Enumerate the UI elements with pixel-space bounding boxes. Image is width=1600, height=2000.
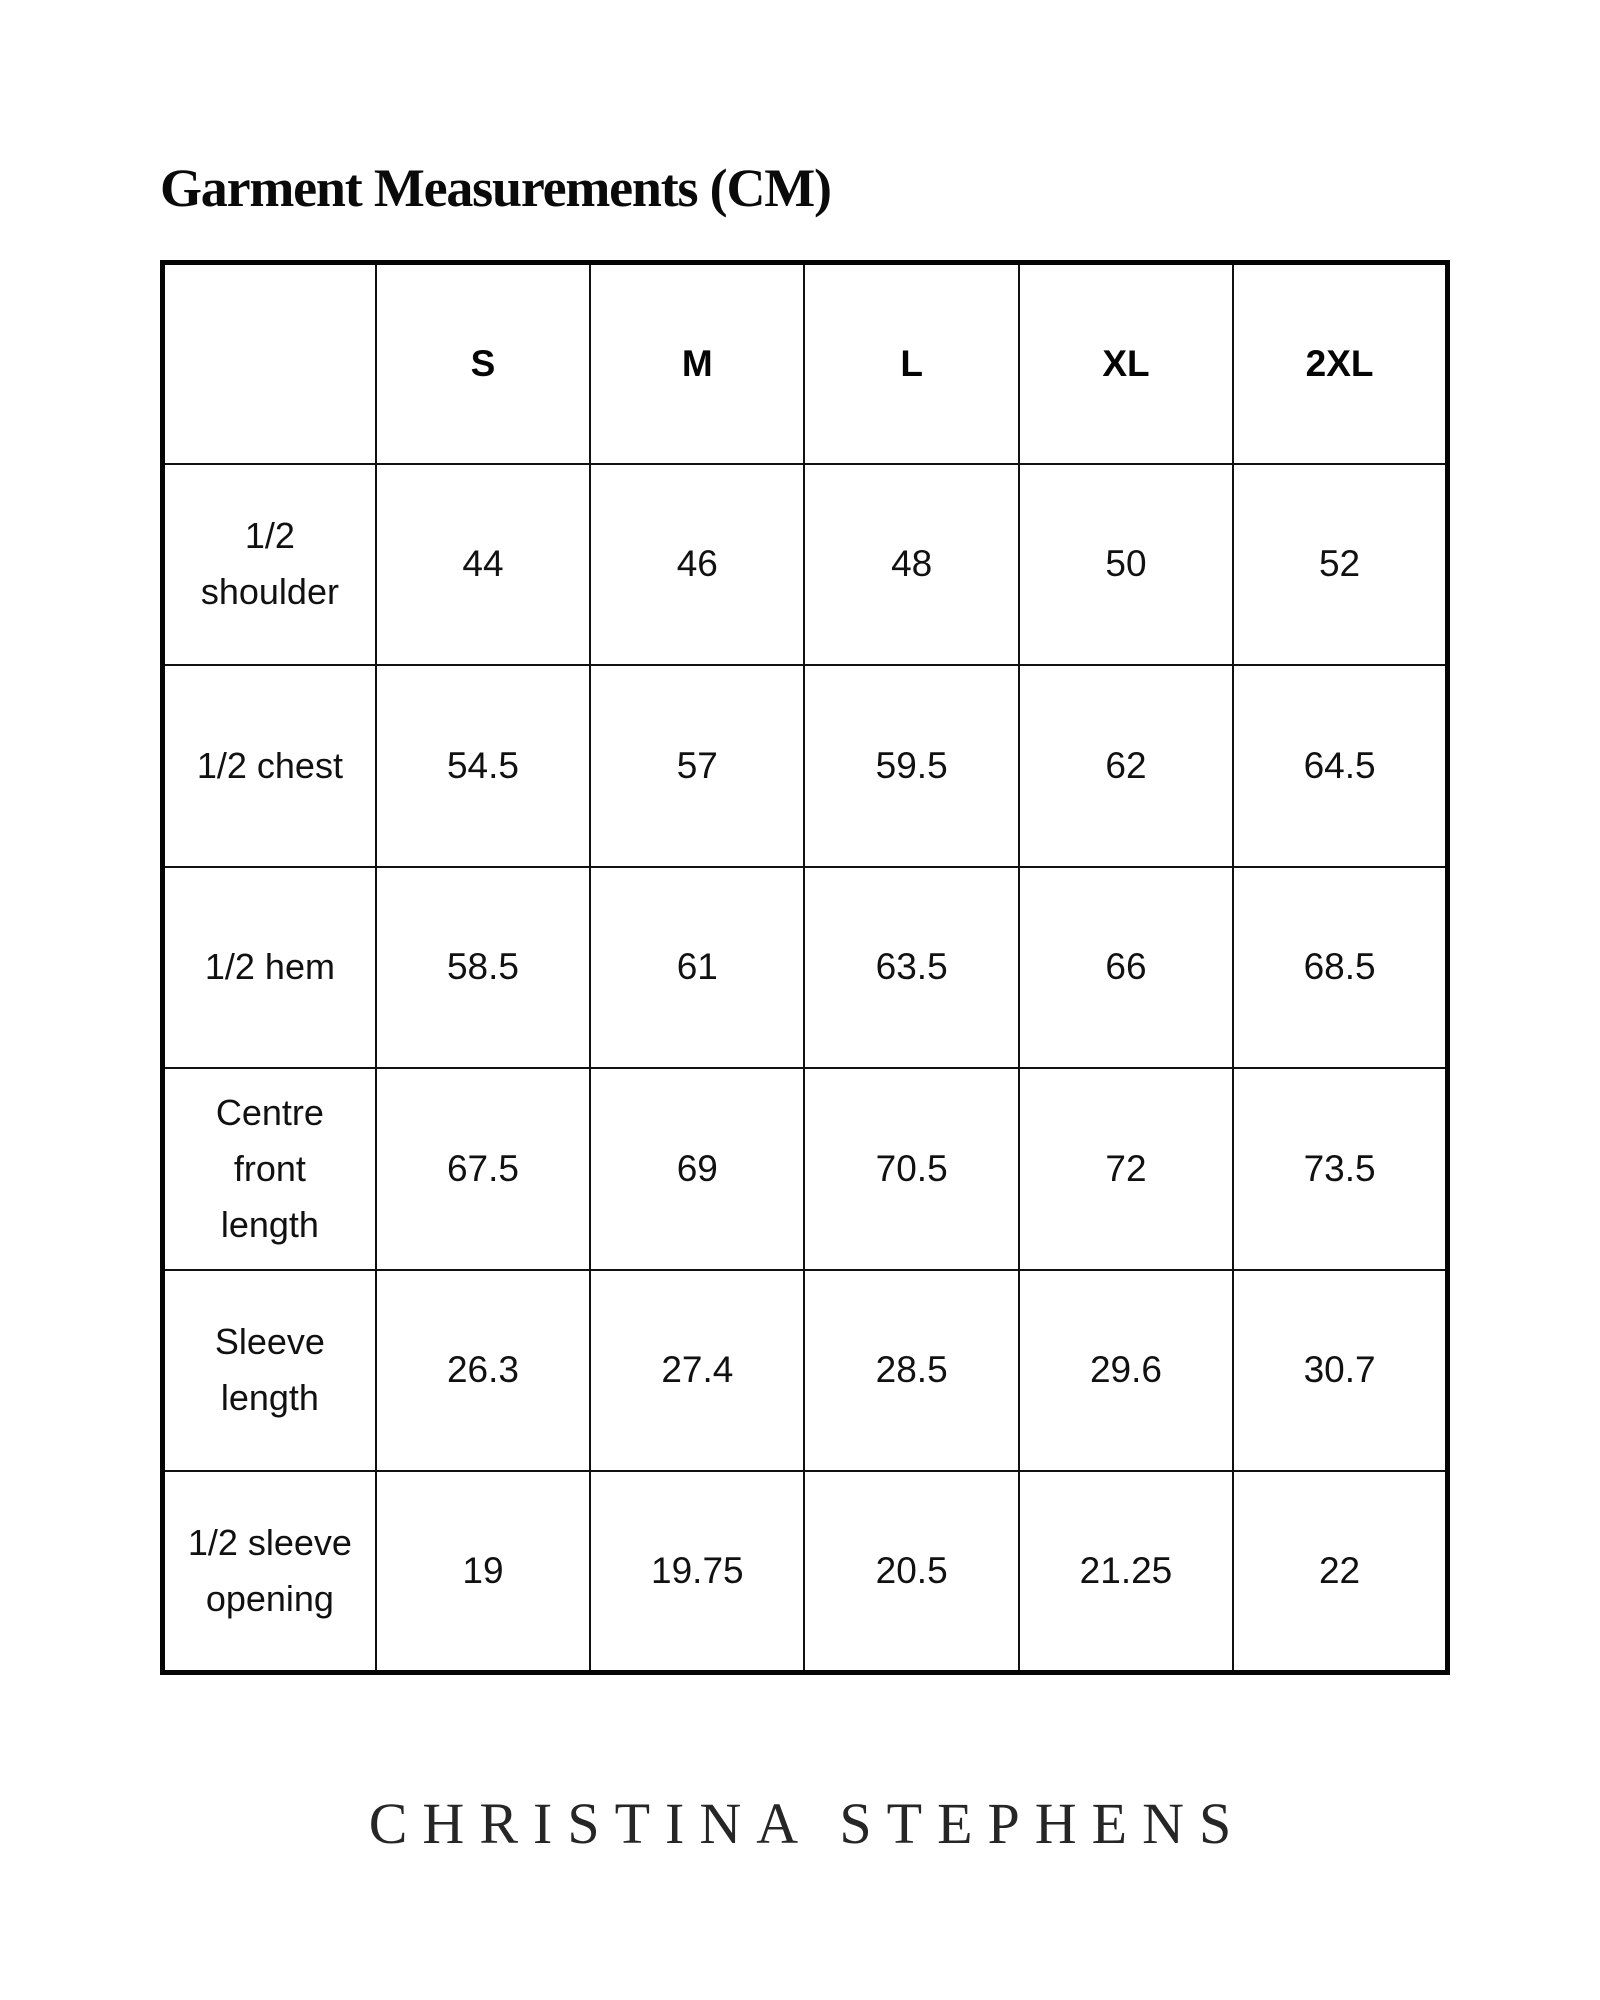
row-label-text: 1/2 shoulder bbox=[200, 515, 339, 613]
cell-value: 72 bbox=[1019, 1068, 1233, 1270]
size-header-s: S bbox=[376, 263, 590, 464]
table-row-centre-front-length bbox=[163, 1068, 1448, 1270]
cell-value: 19.75 bbox=[590, 1471, 804, 1673]
row-label bbox=[163, 1471, 376, 1673]
row-label bbox=[163, 1270, 376, 1472]
cell-value: 58.5 bbox=[376, 867, 590, 1069]
row-label-text: Centre front length bbox=[215, 1091, 324, 1245]
size-header-l: L bbox=[804, 263, 1018, 464]
cell-value: 59.5 bbox=[804, 665, 1018, 867]
cell-value: 21.25 bbox=[1019, 1471, 1233, 1673]
cell-value: 73.5 bbox=[1233, 1068, 1447, 1270]
cell-value: 52 bbox=[1233, 464, 1447, 666]
row-label bbox=[163, 665, 376, 867]
cell-value: 70.5 bbox=[804, 1068, 1018, 1270]
cell-value: 27.4 bbox=[590, 1270, 804, 1472]
measurement-table bbox=[160, 260, 1450, 1675]
row-label bbox=[163, 464, 376, 666]
cell-value: 28.5 bbox=[804, 1270, 1018, 1472]
row-label-text: 1/2 sleeve opening bbox=[187, 1522, 352, 1619]
cell-value: 22 bbox=[1233, 1471, 1447, 1673]
cell-value: 62 bbox=[1019, 665, 1233, 867]
cell-value: 69 bbox=[590, 1068, 804, 1270]
row-label-text: 1/2 chest bbox=[196, 744, 343, 786]
table-row-shoulder bbox=[163, 464, 1448, 666]
size-header-m: M bbox=[590, 263, 804, 464]
cell-value: 61 bbox=[590, 867, 804, 1069]
cell-value: 29.6 bbox=[1019, 1270, 1233, 1472]
cell-value: 57 bbox=[590, 665, 804, 867]
cell-value: 64.5 bbox=[1233, 665, 1447, 867]
cell-value: 26.3 bbox=[376, 1270, 590, 1472]
corner-cell bbox=[163, 263, 376, 464]
size-header-2xl: 2XL bbox=[1233, 263, 1447, 464]
cell-value: 50 bbox=[1019, 464, 1233, 666]
cell-value: 67.5 bbox=[376, 1068, 590, 1270]
page-title: Garment Measurements (CM) bbox=[160, 158, 831, 218]
row-label bbox=[163, 867, 376, 1069]
header-row bbox=[163, 263, 1448, 464]
size-header-xl: XL bbox=[1019, 263, 1233, 464]
cell-value: 19 bbox=[376, 1471, 590, 1673]
row-label-text: Sleeve length bbox=[214, 1321, 325, 1419]
cell-value: 66 bbox=[1019, 867, 1233, 1069]
cell-value: 68.5 bbox=[1233, 867, 1447, 1069]
row-label bbox=[163, 1068, 376, 1270]
table-row-sleeve-length bbox=[163, 1270, 1448, 1472]
table-row-sleeve-opening bbox=[163, 1471, 1448, 1673]
cell-value: 48 bbox=[804, 464, 1018, 666]
cell-value: 54.5 bbox=[376, 665, 590, 867]
table-row-hem bbox=[163, 867, 1448, 1069]
brand-logo-text: CHRISTINA STEPHENS bbox=[368, 1791, 1247, 1856]
cell-value: 20.5 bbox=[804, 1471, 1018, 1673]
cell-value: 30.7 bbox=[1233, 1270, 1447, 1472]
cell-value: 63.5 bbox=[804, 867, 1018, 1069]
cell-value: 44 bbox=[376, 464, 590, 666]
row-label-text: 1/2 hem bbox=[204, 946, 335, 988]
table-row-chest bbox=[163, 665, 1448, 867]
cell-value: 46 bbox=[590, 464, 804, 666]
